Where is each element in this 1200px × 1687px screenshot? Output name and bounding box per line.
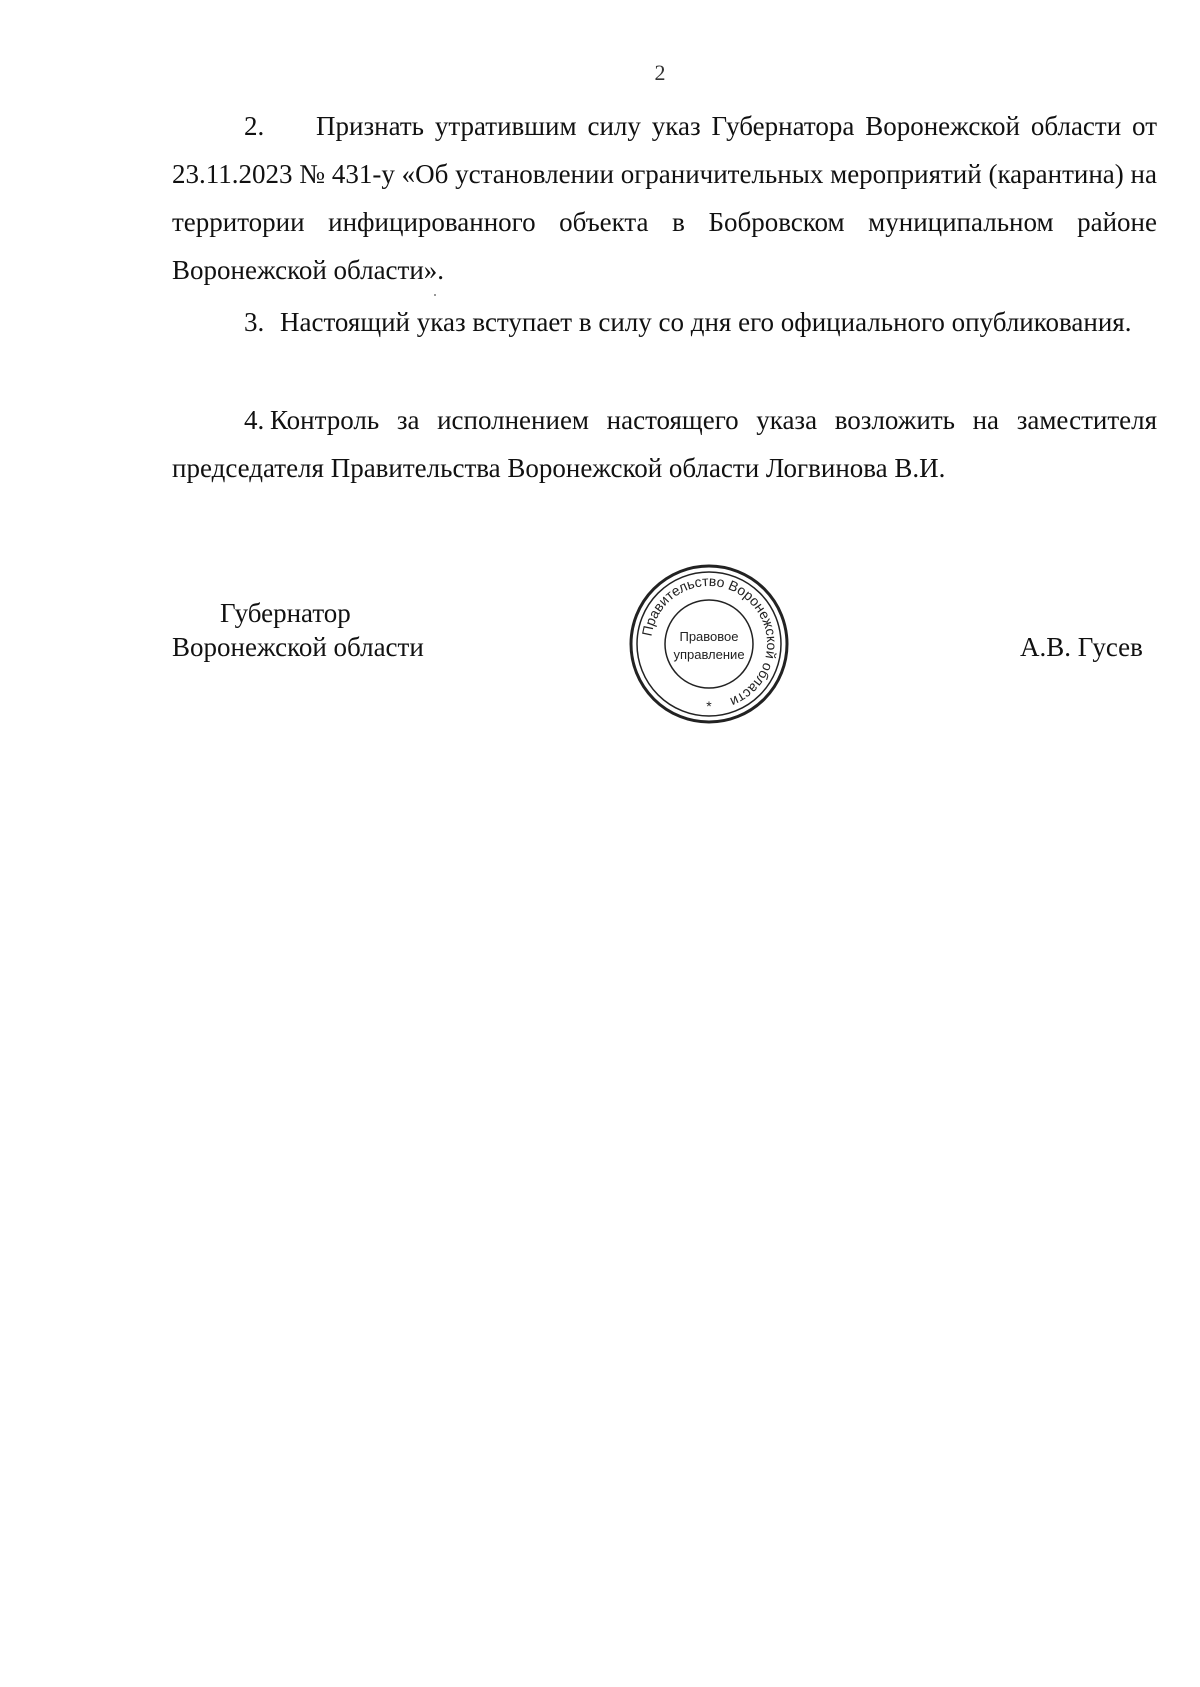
paragraph-number: 4. bbox=[244, 405, 265, 435]
stamp-graphic bbox=[628, 563, 790, 725]
paragraph-number: 2. bbox=[244, 111, 265, 141]
paragraph-number: 3. bbox=[244, 307, 265, 337]
seal-stamp bbox=[628, 563, 790, 725]
paragraph-3 bbox=[172, 298, 1157, 346]
paragraph-text: Признать утратившим силу указ Губернатора Воронежской области от 23.11.2023 № 431-у «Об установлении ограничительных мероприятий (карантина) на территории инфицированного объекта в Бобровском муниципальном районе Воронежской области». bbox=[172, 111, 1157, 285]
stamp-star: * bbox=[706, 698, 712, 714]
paragraph-text: Настоящий указ вступает в силу со дня его официального опубликования. bbox=[280, 307, 1132, 337]
signer-title bbox=[172, 596, 424, 664]
signer-title-line1: Губернатор bbox=[220, 598, 351, 628]
paragraph-2 bbox=[172, 102, 1157, 294]
stamp-center-line2: управление bbox=[673, 647, 745, 662]
stamp-ring-text: Правительство Воронежской области bbox=[638, 572, 781, 711]
signer-name: А.В. Гусев bbox=[1020, 632, 1143, 662]
paragraph-text: Контроль за исполнением настоящего указа возложить на заместителя председателя Правительства Воронежской области Логвинова В.И. bbox=[172, 405, 1157, 483]
signer-title-line2: Воронежской области bbox=[172, 632, 424, 662]
page-number: 2 bbox=[654, 60, 666, 85]
paragraph-4 bbox=[172, 396, 1157, 492]
stamp-inner-ring bbox=[637, 572, 781, 716]
stamp-center-ring bbox=[665, 600, 753, 688]
stamp-center-line1: Правовое bbox=[679, 629, 739, 644]
scan-speck bbox=[434, 294, 436, 296]
